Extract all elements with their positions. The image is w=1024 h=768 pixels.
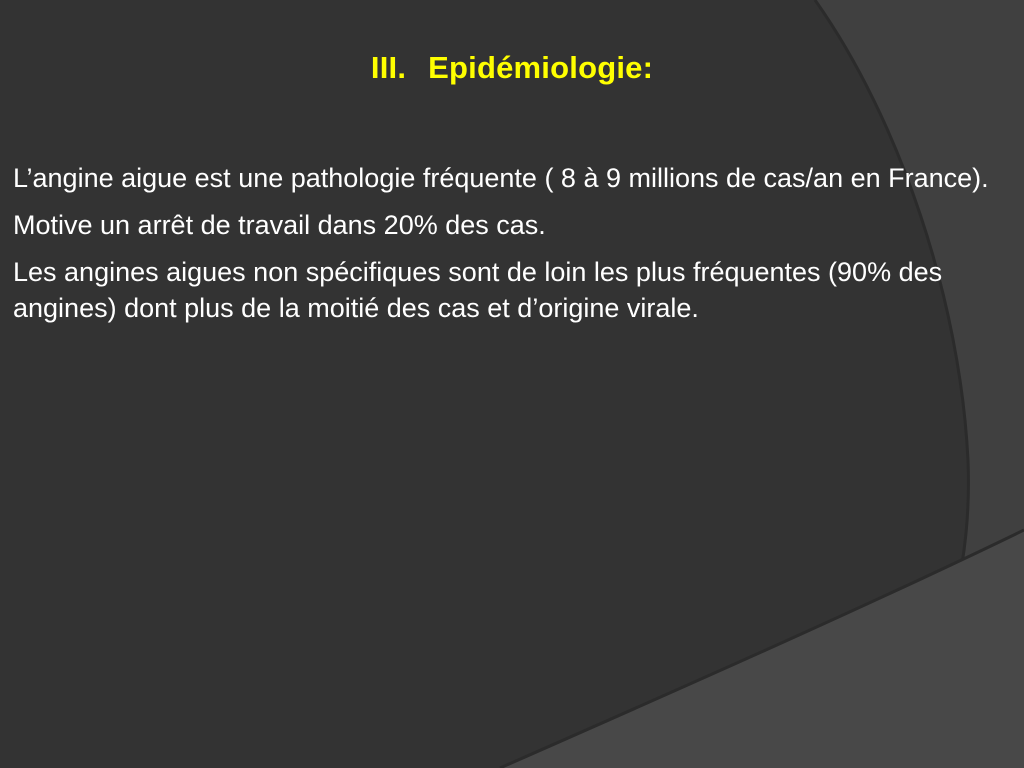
paragraph-1: L’angine aigue est une pathologie fréquente ( 8 à 9 millions de cas/an en France). xyxy=(13,163,989,193)
title-text: Epidémiologie: xyxy=(428,50,654,85)
paragraph-2: Motive un arrêt de travail dans 20% des cas. xyxy=(13,210,546,240)
slide-title xyxy=(0,50,1024,86)
slide-body xyxy=(13,160,1003,337)
paragraph-3: Les angines aigues non spécifiques sont de loin les plus fréquentes (90% des angines) dont plus de la moitié des cas et d’origine virale. xyxy=(13,257,943,323)
title-number: III. xyxy=(370,50,407,85)
